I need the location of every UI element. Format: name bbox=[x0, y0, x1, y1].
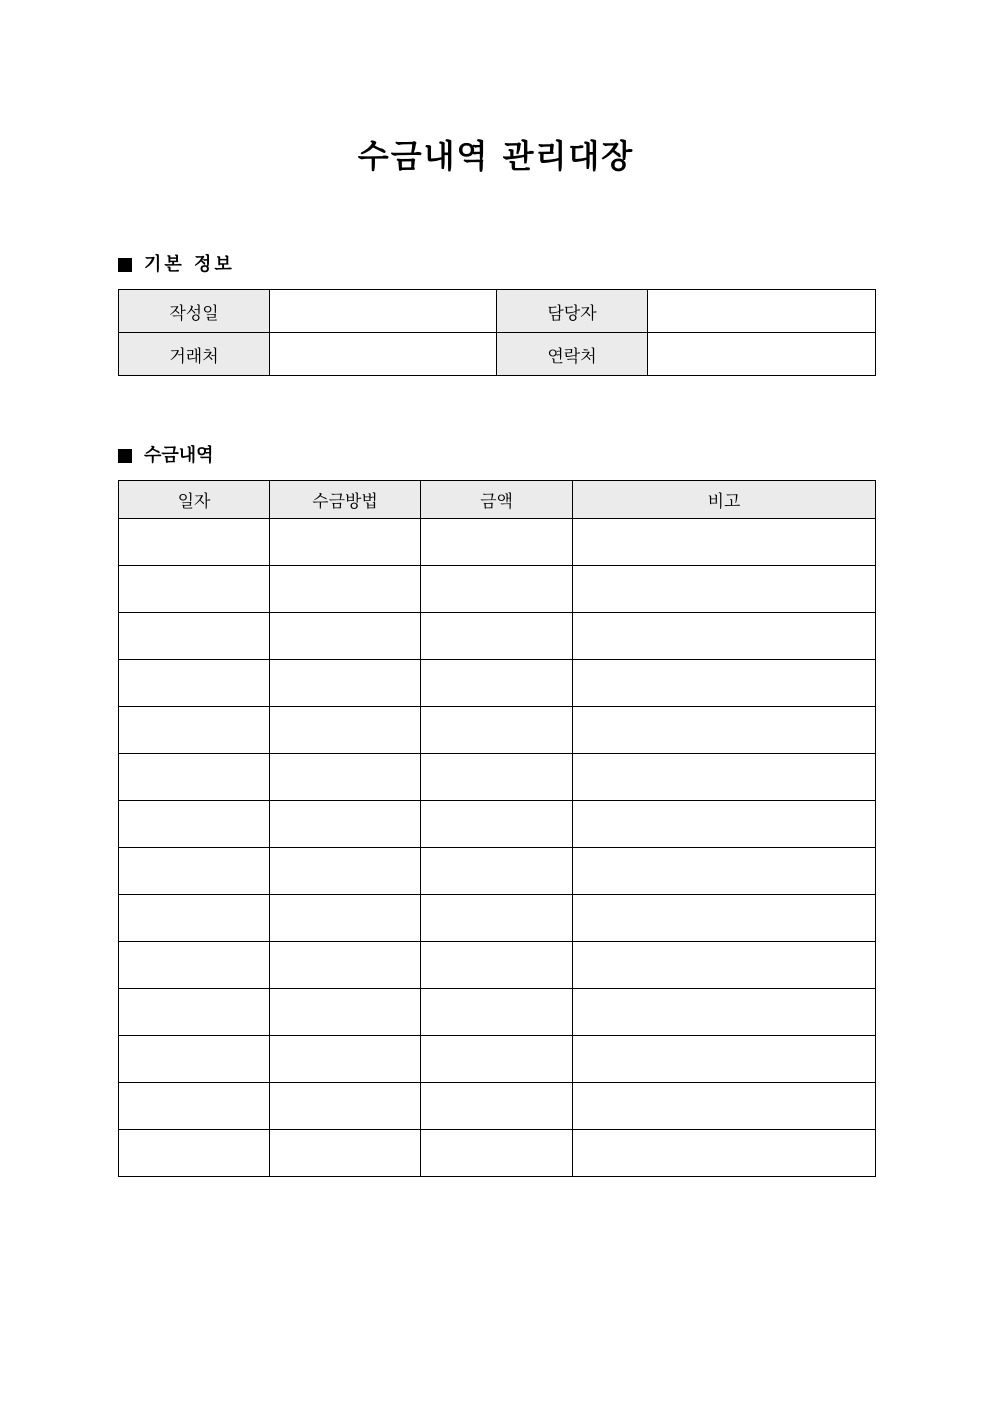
cell-remarks[interactable] bbox=[573, 660, 876, 707]
basic-info-row bbox=[119, 333, 876, 376]
cell-method[interactable] bbox=[270, 754, 421, 801]
info-label-cell: 작성일 bbox=[119, 290, 270, 333]
table-row bbox=[119, 895, 876, 942]
cell-remarks[interactable] bbox=[573, 707, 876, 754]
records-heading bbox=[118, 444, 214, 468]
page-title: 수금내역 관리대장 bbox=[357, 137, 635, 175]
column-header-amount: 금액 bbox=[421, 481, 573, 519]
cell-method[interactable] bbox=[270, 660, 421, 707]
cell-remarks[interactable] bbox=[573, 754, 876, 801]
cell-amount[interactable] bbox=[421, 1130, 573, 1177]
cell-method[interactable] bbox=[270, 1083, 421, 1130]
info-value-cell[interactable] bbox=[648, 290, 876, 333]
cell-amount[interactable] bbox=[421, 519, 573, 566]
table-row bbox=[119, 566, 876, 613]
cell-method[interactable] bbox=[270, 1036, 421, 1083]
basic-info-heading-label: 기본 정보 bbox=[144, 254, 235, 275]
basic-info-heading bbox=[118, 253, 235, 277]
cell-date[interactable] bbox=[119, 801, 270, 848]
cell-date[interactable] bbox=[119, 566, 270, 613]
cell-date[interactable] bbox=[119, 707, 270, 754]
table-row bbox=[119, 848, 876, 895]
cell-remarks[interactable] bbox=[573, 1130, 876, 1177]
cell-remarks[interactable] bbox=[573, 989, 876, 1036]
table-row bbox=[119, 660, 876, 707]
cell-date[interactable] bbox=[119, 519, 270, 566]
cell-date[interactable] bbox=[119, 942, 270, 989]
cell-method[interactable] bbox=[270, 848, 421, 895]
cell-amount[interactable] bbox=[421, 1083, 573, 1130]
cell-amount[interactable] bbox=[421, 942, 573, 989]
square-bullet-icon bbox=[118, 449, 132, 463]
basic-info-table bbox=[118, 289, 876, 376]
info-value-cell[interactable] bbox=[648, 333, 876, 376]
table-row bbox=[119, 754, 876, 801]
info-label-cell: 연락처 bbox=[497, 333, 648, 376]
table-row bbox=[119, 989, 876, 1036]
cell-method[interactable] bbox=[270, 942, 421, 989]
cell-amount[interactable] bbox=[421, 754, 573, 801]
table-row bbox=[119, 707, 876, 754]
cell-date[interactable] bbox=[119, 660, 270, 707]
square-bullet-icon bbox=[118, 258, 132, 272]
column-header-date: 일자 bbox=[119, 481, 270, 519]
cell-amount[interactable] bbox=[421, 613, 573, 660]
cell-date[interactable] bbox=[119, 1130, 270, 1177]
cell-amount[interactable] bbox=[421, 660, 573, 707]
cell-amount[interactable] bbox=[421, 895, 573, 942]
cell-remarks[interactable] bbox=[573, 613, 876, 660]
cell-amount[interactable] bbox=[421, 1036, 573, 1083]
cell-remarks[interactable] bbox=[573, 801, 876, 848]
cell-remarks[interactable] bbox=[573, 566, 876, 613]
cell-date[interactable] bbox=[119, 613, 270, 660]
cell-remarks[interactable] bbox=[573, 895, 876, 942]
table-row bbox=[119, 1083, 876, 1130]
table-row bbox=[119, 1130, 876, 1177]
records-header-row bbox=[119, 481, 876, 519]
cell-date[interactable] bbox=[119, 989, 270, 1036]
info-label-cell: 거래처 bbox=[119, 333, 270, 376]
cell-amount[interactable] bbox=[421, 989, 573, 1036]
cell-remarks[interactable] bbox=[573, 1036, 876, 1083]
info-value-cell[interactable] bbox=[270, 333, 497, 376]
cell-amount[interactable] bbox=[421, 707, 573, 754]
cell-remarks[interactable] bbox=[573, 942, 876, 989]
table-row bbox=[119, 801, 876, 848]
cell-date[interactable] bbox=[119, 1083, 270, 1130]
cell-method[interactable] bbox=[270, 613, 421, 660]
column-header-remarks: 비고 bbox=[573, 481, 876, 519]
cell-method[interactable] bbox=[270, 989, 421, 1036]
cell-method[interactable] bbox=[270, 801, 421, 848]
cell-remarks[interactable] bbox=[573, 848, 876, 895]
cell-amount[interactable] bbox=[421, 566, 573, 613]
cell-method[interactable] bbox=[270, 895, 421, 942]
cell-method[interactable] bbox=[270, 566, 421, 613]
table-row bbox=[119, 519, 876, 566]
basic-info-row bbox=[119, 290, 876, 333]
info-value-cell[interactable] bbox=[270, 290, 497, 333]
cell-date[interactable] bbox=[119, 848, 270, 895]
cell-method[interactable] bbox=[270, 519, 421, 566]
table-row bbox=[119, 942, 876, 989]
cell-amount[interactable] bbox=[421, 848, 573, 895]
table-row bbox=[119, 1036, 876, 1083]
cell-remarks[interactable] bbox=[573, 519, 876, 566]
cell-date[interactable] bbox=[119, 754, 270, 801]
cell-method[interactable] bbox=[270, 1130, 421, 1177]
records-heading-label: 수금내역 bbox=[144, 445, 214, 466]
column-header-method: 수금방법 bbox=[270, 481, 421, 519]
cell-remarks[interactable] bbox=[573, 1083, 876, 1130]
table-row bbox=[119, 613, 876, 660]
cell-date[interactable] bbox=[119, 895, 270, 942]
cell-method[interactable] bbox=[270, 707, 421, 754]
cell-date[interactable] bbox=[119, 1036, 270, 1083]
info-label-cell: 담당자 bbox=[497, 290, 648, 333]
records-table bbox=[118, 480, 876, 1177]
cell-amount[interactable] bbox=[421, 801, 573, 848]
